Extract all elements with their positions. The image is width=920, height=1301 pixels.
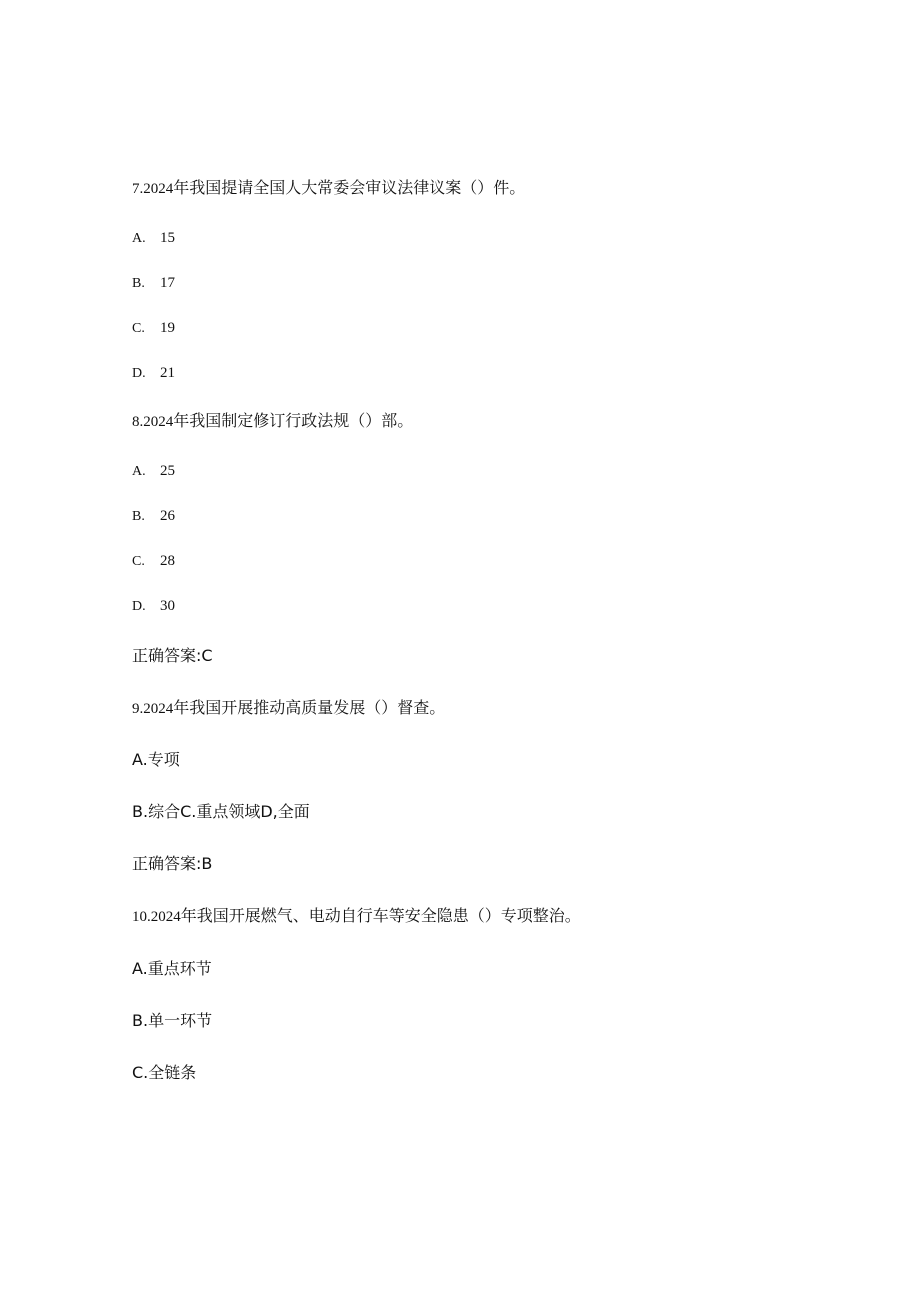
option-value: 15: [160, 230, 175, 246]
option-letter: B.: [132, 509, 145, 524]
option-value: 19: [160, 320, 175, 336]
option-a: [132, 459, 175, 483]
option-letter: C.: [132, 554, 145, 569]
question-number: 7.2024: [132, 181, 174, 197]
option-value: 17: [160, 275, 175, 291]
option-line: A.重点环节: [132, 959, 212, 978]
option-a: [132, 226, 175, 250]
option-line: B.单一环节: [132, 1011, 213, 1030]
question-8: [132, 410, 413, 433]
question-9: [132, 697, 445, 720]
correct-answer: 正确答案:B: [132, 854, 213, 873]
question-number: 10.2024: [132, 909, 181, 925]
option-letter: C.: [132, 321, 145, 336]
option-letter: D.: [132, 366, 146, 381]
option-value: 26: [160, 508, 175, 524]
option-letter: A.: [132, 231, 146, 246]
question-number: 9.2024: [132, 701, 174, 717]
option-letter: A.: [132, 464, 146, 479]
option-letter: D.: [132, 599, 146, 614]
option-value: 30: [160, 598, 175, 614]
option-value: 21: [160, 365, 175, 381]
option-line: B.综合C.重点领域D,全面: [132, 802, 310, 821]
option-letter: B.: [132, 276, 145, 291]
question-text: 年我国制定修订行政法规（）部。: [173, 411, 414, 430]
question-number: 8.2024: [132, 414, 174, 430]
option-c: [132, 316, 175, 340]
option-d: [132, 594, 175, 618]
question-7: [132, 177, 525, 200]
option-c: [132, 549, 175, 573]
option-b: [132, 504, 175, 528]
correct-answer: 正确答案:C: [132, 646, 213, 665]
question-text: 年我国提请全国人大常委会审议法律议案（）件。: [173, 178, 526, 197]
option-line: A.专项: [132, 750, 180, 769]
option-b: [132, 271, 175, 295]
option-value: 25: [160, 463, 175, 479]
question-10: [132, 905, 581, 928]
option-value: 28: [160, 553, 175, 569]
question-text: 年我国开展燃气、电动自行车等安全隐患（）专项整治。: [180, 906, 581, 925]
option-d: [132, 361, 175, 385]
question-text: 年我国开展推动高质量发展（）督查。: [173, 698, 446, 717]
option-line: C.全链条: [132, 1063, 197, 1082]
